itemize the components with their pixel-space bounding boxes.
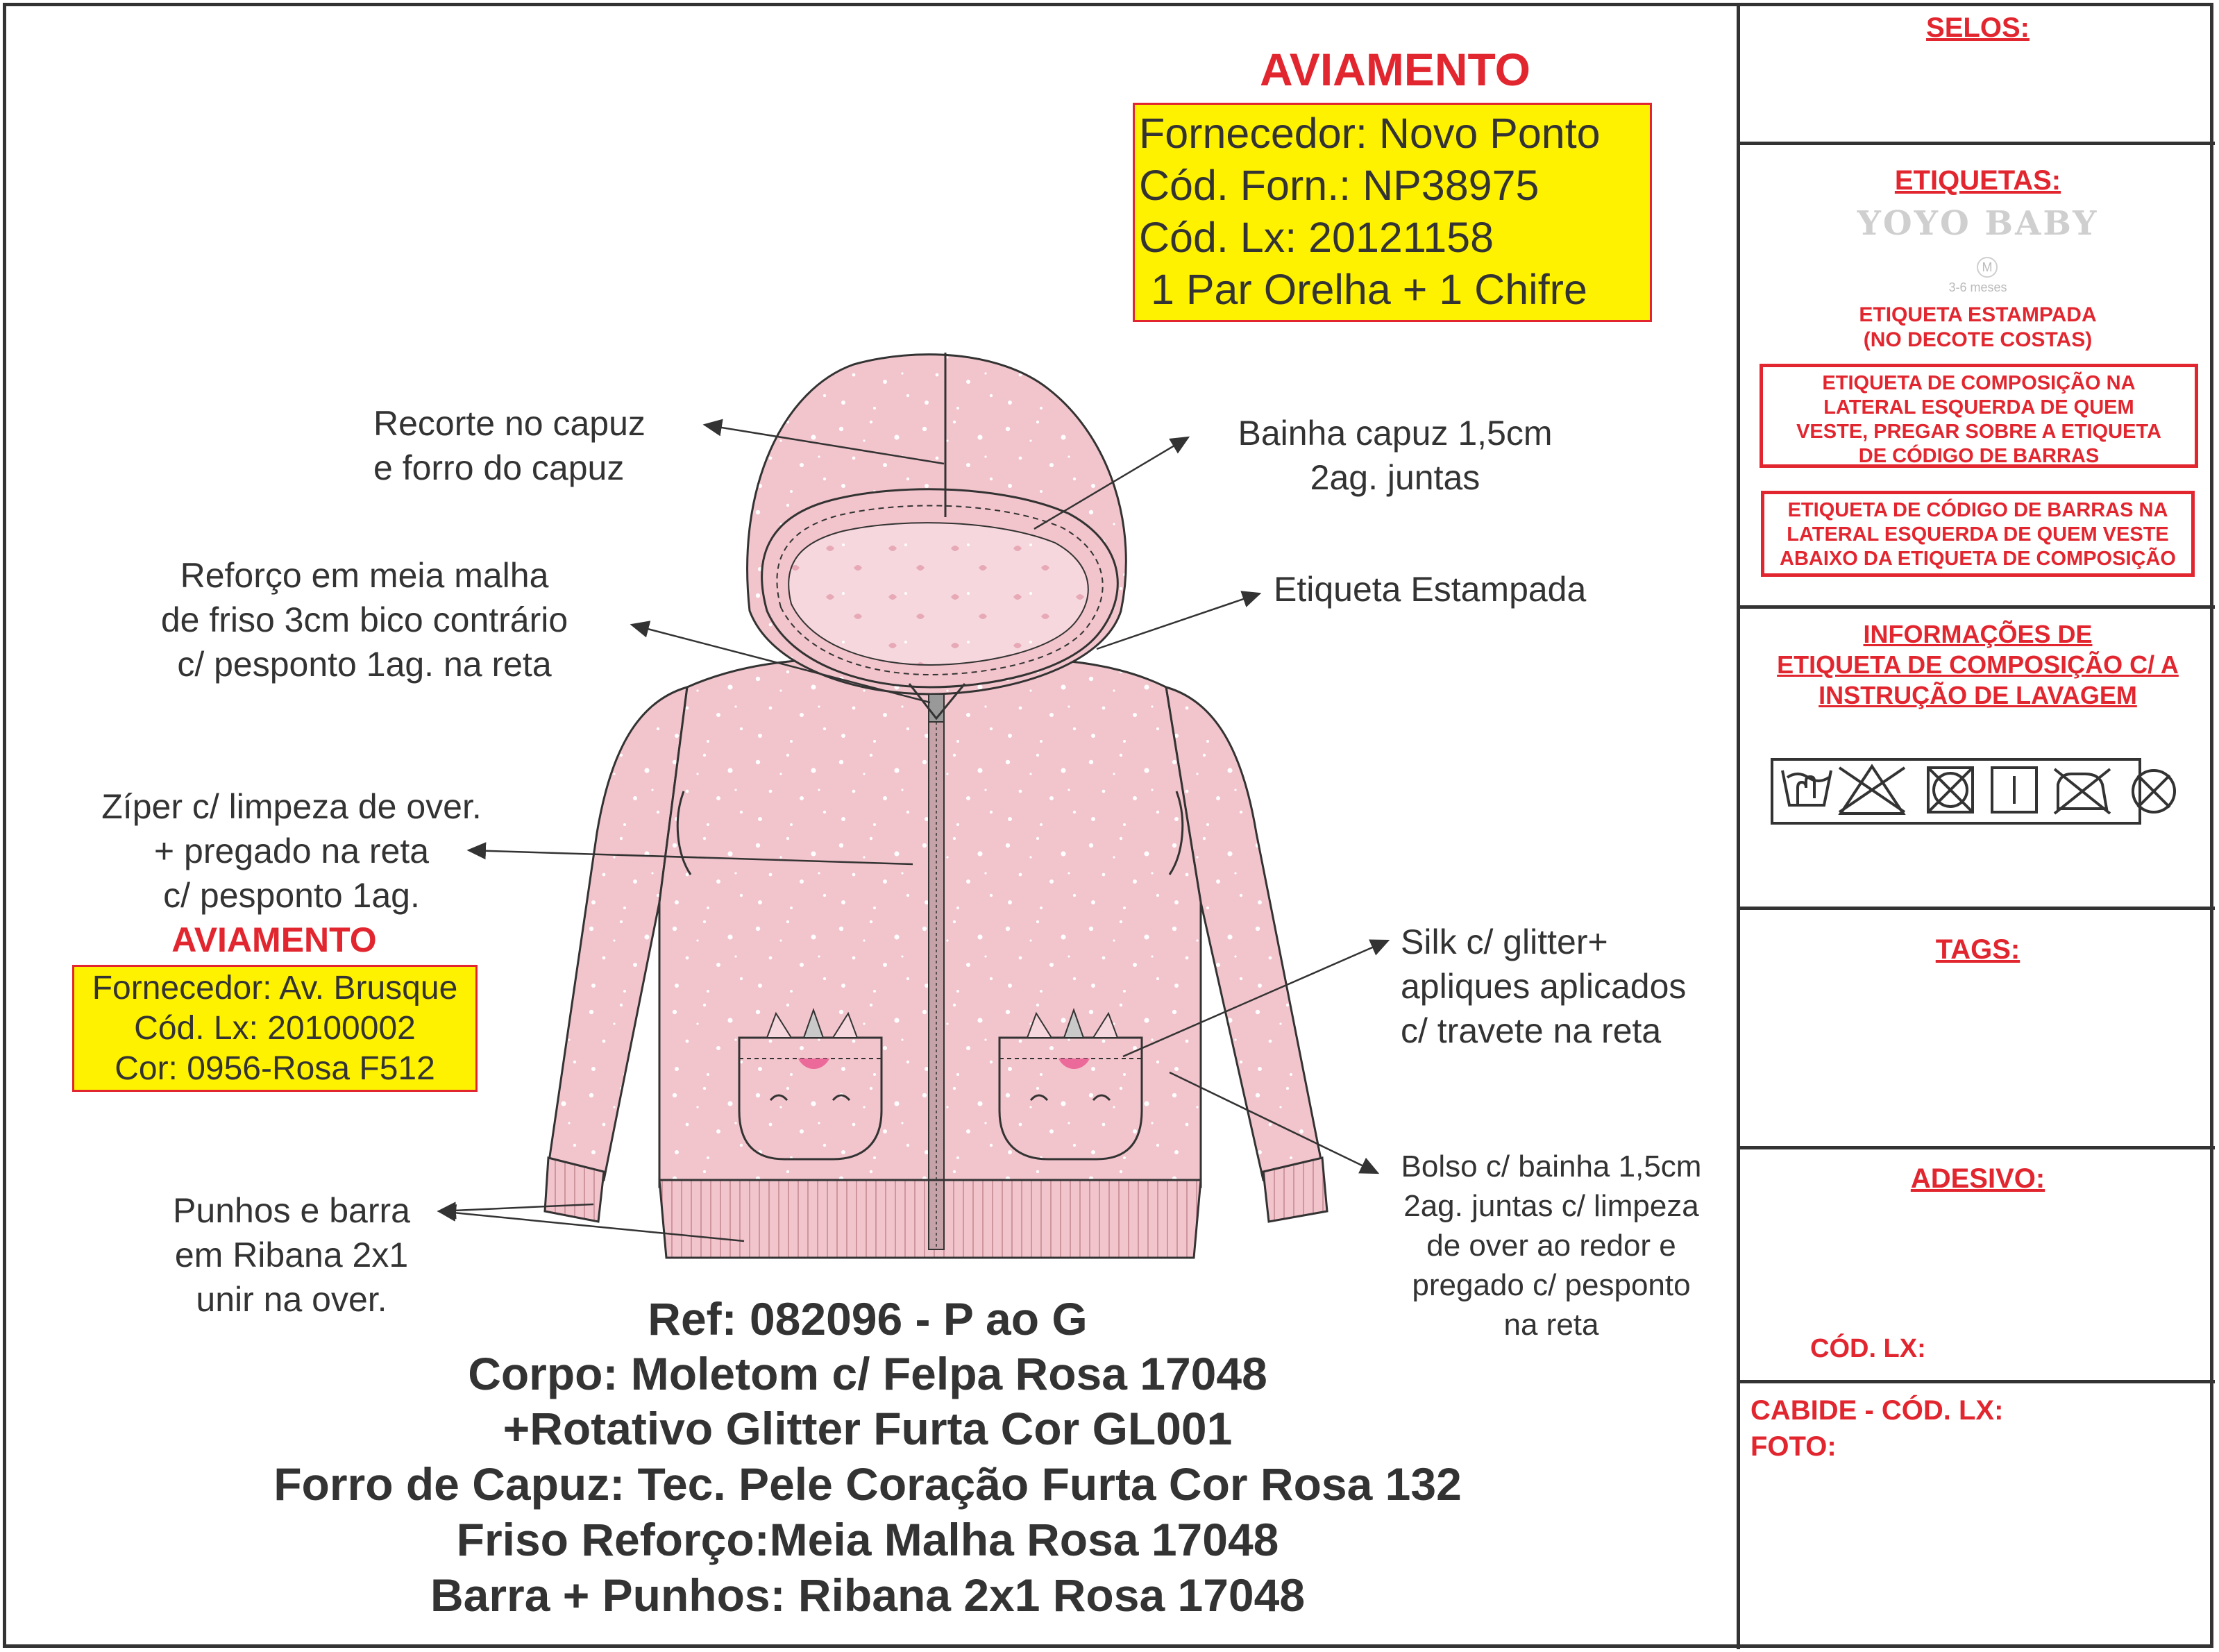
callout-line: c/ travete na reta [1401, 1011, 1662, 1050]
heading-line: INSTRUÇÃO DE LAVAGEM [1819, 681, 2137, 709]
callout-line: c/ pesponto 1ag. [163, 876, 420, 915]
callout-line: Bainha capuz 1,5cm [1238, 414, 1553, 453]
size-text: 3-6 meses [1948, 280, 2007, 294]
aviamento-top-title: AVIAMENTO [1260, 44, 1530, 95]
aviamento-left-line: Cor: 0956-Rosa F512 [115, 1050, 435, 1087]
callout-line: Silk c/ glitter+ [1401, 922, 1608, 961]
callout-line: Bolso c/ bainha 1,5cm [1401, 1149, 1702, 1183]
callout-line: e forro do capuz [373, 448, 625, 487]
callout-line: Reforço em meia malha [180, 556, 549, 595]
selos-heading: SELOS: [1926, 12, 2030, 43]
callout-line: Etiqueta Estampada [1274, 570, 1587, 609]
callout-line: apliques aplicados [1401, 967, 1687, 1006]
etiquetas-heading: ETIQUETAS: [1894, 165, 2061, 196]
hand-wash-icon [1782, 770, 1831, 805]
cabide-foto-block [1750, 1392, 2003, 1465]
aviamento-top-line: 1 Par Orelha + 1 Chifre [1139, 266, 1587, 313]
heading-line: ETIQUETA DE COMPOSIÇÃO C/ A [1777, 650, 2179, 679]
callout-line: na reta [1503, 1308, 1599, 1342]
spec-line: Barra + Punhos: Ribana 2x1 Rosa 17048 [430, 1569, 1306, 1621]
spec-line: Friso Reforço:Meia Malha Rosa 17048 [456, 1514, 1279, 1565]
box-line: VESTE, PREGAR SOBRE A ETIQUETA [1796, 421, 2161, 443]
no-iron-icon [2055, 769, 2110, 814]
callout-line: de friso 3cm bico contrário [160, 600, 568, 639]
callout-line: 2ag. juntas c/ limpeza [1403, 1189, 1699, 1223]
adesivo-heading: ADESIVO: [1910, 1163, 2045, 1194]
size-circle: M [1977, 257, 1998, 278]
no-dry-clean-icon [2133, 770, 2175, 812]
callout-line: em Ribana 2x1 [174, 1236, 409, 1274]
aviamento-left-title: AVIAMENTO [171, 920, 377, 959]
box-line: ABAIXO DA ETIQUETA DE COMPOSIÇÃO [1780, 548, 2176, 570]
callout-line: unir na over. [196, 1280, 387, 1319]
callout-line: Punhos e barra [173, 1191, 410, 1230]
callout-line: pregado c/ pesponto [1412, 1268, 1691, 1302]
spec-line: +Rotativo Glitter Furta Cor GL001 [503, 1403, 1233, 1454]
box-line: ETIQUETA DE CÓDIGO DE BARRAS NA [1787, 499, 2168, 521]
aviamento-left-line: Cód. Lx: 20100002 [134, 1010, 416, 1047]
spec-line: Forro de Capuz: Tec. Pele Coração Furta Cor Rosa 132 [273, 1458, 1462, 1510]
spec-line: Ref: 082096 - P ao G [648, 1293, 1088, 1345]
heading-line: INFORMAÇÕES DE [1863, 620, 2093, 648]
callout-line: + pregado na reta [153, 832, 430, 870]
aviamento-left-line: Fornecedor: Av. Brusque [92, 970, 458, 1006]
box-line: LATERAL ESQUERDA DE QUEM [1823, 396, 2134, 419]
aviamento-top-line: Fornecedor: Novo Ponto [1139, 110, 1601, 157]
callout-line: 2ag. juntas [1310, 458, 1480, 497]
callout-line: Recorte no capuz [373, 404, 646, 443]
box-line: LATERAL ESQUERDA DE QUEM VESTE [1787, 523, 2169, 546]
callout-line: de over ao redor e [1426, 1229, 1676, 1263]
box-line: ETIQUETA DE COMPOSIÇÃO NA [1822, 372, 2136, 394]
line-dry-icon [1992, 768, 2036, 812]
brand-label: YOYO BABY [1857, 204, 2099, 243]
cabide-label: CABIDE - CÓD. LX: [1750, 1395, 2004, 1426]
tags-heading: TAGS: [1935, 934, 2020, 965]
foto-label: FOTO: [1750, 1431, 1837, 1462]
cod-lx-label: CÓD. LX: [1810, 1334, 1926, 1363]
note-line: (NO DECOTE COSTAS) [1863, 328, 2093, 351]
callout-line: Zíper c/ limpeza de over. [101, 787, 482, 826]
spec-line: Corpo: Moletom c/ Felpa Rosa 17048 [468, 1348, 1267, 1399]
callout-line: c/ pesponto 1ag. na reta [177, 645, 552, 684]
no-bleach-icon [1839, 766, 1905, 814]
box-line: DE CÓDIGO DE BARRAS [1858, 445, 2100, 467]
aviamento-top-line: Cód. Forn.: NP38975 [1139, 162, 1539, 209]
aviamento-top-line: Cód. Lx: 20121158 [1139, 214, 1494, 261]
no-tumble-dry-icon [1928, 768, 1973, 812]
note-line: ETIQUETA ESTAMPADA [1859, 303, 2097, 326]
